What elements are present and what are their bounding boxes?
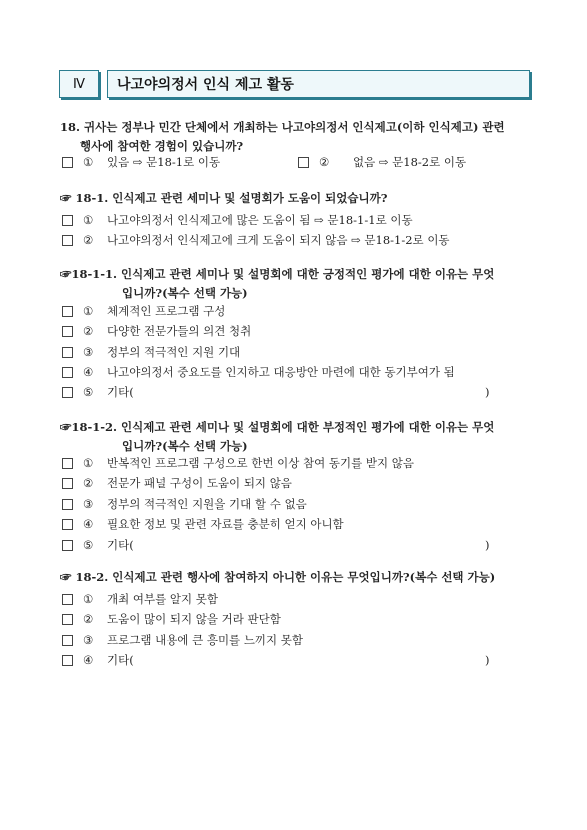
option-text: 도움이 많이 되지 않을 거라 판단함 xyxy=(107,612,281,626)
other-close-paren: ) xyxy=(485,653,490,667)
option-text: 체계적인 프로그램 구성 xyxy=(107,304,226,318)
option-text: 다양한 전문가들의 의견 청취 xyxy=(107,324,252,338)
question-18-line1: 18. 귀사는 정부나 민간 단체에서 개최하는 나고야의정서 인식제고(이하 인식제고) 관련 xyxy=(60,120,505,134)
checkbox[interactable] xyxy=(298,157,309,168)
q18-1-2-option-5[interactable] xyxy=(62,535,134,555)
question-18-1-2 xyxy=(60,418,535,456)
option-text: 전문가 패널 구성이 도움이 되지 않음 xyxy=(107,476,292,490)
question-18-1-1-line1: ☞18-1-1. 인식제고 관련 세미나 및 설명회에 대한 긍정적인 평가에 대한 이유는 무엇 xyxy=(60,267,495,281)
question-18-line2: 행사에 참여한 경험이 있습니까? xyxy=(80,139,244,153)
question-18-1-1-line2: 입니까?(복수 선택 가능) xyxy=(122,286,248,300)
option-number: ① xyxy=(83,304,94,318)
checkbox[interactable] xyxy=(62,458,73,469)
question-18-2-title: ☞ 18-2. 인식제고 관련 행사에 참여하지 아니한 이유는 무엇입니까?(복수 선택 가능) xyxy=(60,570,496,584)
option-text: 기타( xyxy=(107,653,134,667)
q18-1-1-option-3[interactable] xyxy=(62,342,240,362)
checkbox[interactable] xyxy=(62,478,73,489)
q18-1-2-option-3[interactable] xyxy=(62,494,307,514)
checkbox[interactable] xyxy=(62,594,73,605)
q18-1-2-option-1[interactable] xyxy=(62,453,414,473)
question-18-1-title: ☞ 18-1. 인식제고 관련 세미나 및 설명회가 도움이 되었습니까? xyxy=(60,191,388,205)
question-18-2 xyxy=(60,568,535,587)
question-18 xyxy=(60,118,535,156)
other-close-paren: ) xyxy=(485,538,490,552)
checkbox[interactable] xyxy=(62,157,73,168)
q18-2-option-1[interactable] xyxy=(62,589,218,609)
checkbox[interactable] xyxy=(62,519,73,530)
other-close-paren: ) xyxy=(485,385,490,399)
option-number: ① xyxy=(83,155,94,169)
option-number: ③ xyxy=(83,633,94,647)
option-text: 프로그램 내용에 큰 흥미를 느끼지 못함 xyxy=(107,633,304,647)
option-text: 있음 ⇨ 문18-1로 이동 xyxy=(107,155,221,169)
option-text: 기타( xyxy=(107,385,134,399)
q18-option-2[interactable] xyxy=(298,152,466,172)
section-title: 나고야의정서 인식 제고 활동 xyxy=(107,70,530,98)
checkbox[interactable] xyxy=(62,306,73,317)
q18-1-option-1[interactable] xyxy=(62,210,413,230)
q18-1-1-option-4[interactable] xyxy=(62,362,455,382)
option-number: ② xyxy=(319,155,330,169)
q18-1-1-option-5[interactable] xyxy=(62,382,134,402)
option-number: ② xyxy=(83,324,94,338)
option-number: ③ xyxy=(83,345,94,359)
option-text: 없음 ⇨ 문18-2로 이동 xyxy=(353,155,467,169)
option-text: 나고야의정서 인식제고에 많은 도움이 됨 ⇨ 문18-1-1로 이동 xyxy=(107,213,413,227)
option-number: ② xyxy=(83,233,94,247)
option-number: ③ xyxy=(83,497,94,511)
q18-2-option-3[interactable] xyxy=(62,630,303,650)
option-text: 개최 여부를 알지 못함 xyxy=(107,592,218,606)
checkbox[interactable] xyxy=(62,235,73,246)
checkbox[interactable] xyxy=(62,614,73,625)
q18-2-option-2[interactable] xyxy=(62,609,281,629)
q18-1-1-option-1[interactable] xyxy=(62,301,225,321)
option-text: 정부의 적극적인 지원을 기대 할 수 없음 xyxy=(107,497,307,511)
option-number: ① xyxy=(83,213,94,227)
option-text: 반복적인 프로그램 구성으로 한번 이상 참여 동기를 받지 않음 xyxy=(107,456,414,470)
section-header xyxy=(59,70,530,98)
checkbox[interactable] xyxy=(62,367,73,378)
q18-option-1[interactable] xyxy=(62,152,220,172)
checkbox[interactable] xyxy=(62,347,73,358)
option-number: ① xyxy=(83,592,94,606)
option-number: ④ xyxy=(83,517,94,531)
checkbox[interactable] xyxy=(62,635,73,646)
option-number: ② xyxy=(83,612,94,626)
question-18-1-2-line1: ☞18-1-2. 인식제고 관련 세미나 및 설명회에 대한 부정적인 평가에 대한 이유는 무엇 xyxy=(60,420,495,434)
question-18-1 xyxy=(60,189,535,208)
checkbox[interactable] xyxy=(62,326,73,337)
option-number: ② xyxy=(83,476,94,490)
q18-2-option-4[interactable] xyxy=(62,650,134,670)
checkbox[interactable] xyxy=(62,215,73,226)
checkbox[interactable] xyxy=(62,499,73,510)
option-text: 정부의 적극적인 지원 기대 xyxy=(107,345,241,359)
option-number: ④ xyxy=(83,365,94,379)
option-text: 나고야의정서 중요도를 인지하고 대응방안 마련에 대한 동기부여가 됨 xyxy=(107,365,455,379)
option-number: ⑤ xyxy=(83,385,94,399)
option-number: ⑤ xyxy=(83,538,94,552)
checkbox[interactable] xyxy=(62,655,73,666)
section-number: Ⅳ xyxy=(59,70,99,98)
question-18-1-2-line2: 입니까?(복수 선택 가능) xyxy=(122,439,248,453)
checkbox[interactable] xyxy=(62,387,73,398)
q18-1-2-option-4[interactable] xyxy=(62,514,344,534)
option-text: 나고야의정서 인식제고에 크게 도움이 되지 않음 ⇨ 문18-1-2로 이동 xyxy=(107,233,450,247)
question-18-1-1 xyxy=(60,265,535,303)
checkbox[interactable] xyxy=(62,540,73,551)
q18-1-2-option-2[interactable] xyxy=(62,473,292,493)
option-number: ① xyxy=(83,456,94,470)
option-text: 필요한 정보 및 관련 자료를 충분히 얻지 아니함 xyxy=(107,517,344,531)
q18-1-1-option-2[interactable] xyxy=(62,321,251,341)
option-number: ④ xyxy=(83,653,94,667)
q18-1-option-2[interactable] xyxy=(62,230,450,250)
option-text: 기타( xyxy=(107,538,134,552)
